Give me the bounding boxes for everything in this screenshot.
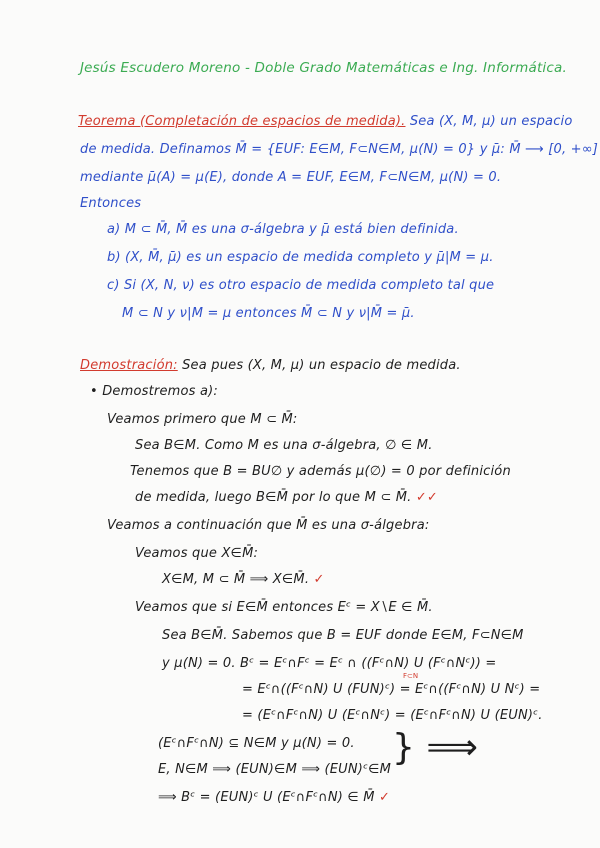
proof-intro: Sea pues (X, M, μ) un espacio de medida. [182,358,461,373]
proof-line-3: Tenemos que B = BU∅ y además μ(∅) = 0 por definición [130,464,511,479]
proof-line-7-text: X∈M, M ⊂ M̄ ⟹ X∈M̄. [162,572,310,587]
proof-line-4-text: de medida, luego B∈M̄ por lo que M ⊂ M̄. [135,490,412,505]
proof-line-2: Sea B∈M. Como M es una σ-álgebra, ∅ ∈ M. [135,438,433,453]
proof-line-12: = (Eᶜ∩Fᶜ∩N) U (Eᶜ∩Nᶜ) = (Eᶜ∩Fᶜ∩N) U (EUN)ᶜ. [242,708,543,723]
theorem-item-b: b) (X, M̄, μ̄) es un espacio de medida completo y μ̄|M = μ. [107,250,494,265]
proof-line-15 [158,790,390,805]
theorem-line-3: mediante μ̄(A) = μ(E), donde A = EUF, E∈M, F⊂N∈M, μ(N) = 0. [80,170,502,185]
proof-line-10: y μ(N) = 0. Bᶜ = Eᶜ∩Fᶜ = Eᶜ ∩ ((Fᶜ∩N) U (Fᶜ∩Nᶜ)) = [162,656,497,671]
proof-title: Demostración: [80,358,178,373]
theorem-text-1: Sea (X, M, μ) un espacio [409,114,573,129]
proof-line-1: Veamos primero que M ⊂ M̄: [107,412,298,427]
check-mark-icon: ✓ [379,790,391,805]
theorem-line-4: Entonces [80,196,142,211]
theorem-item-c-line-1: c) Si (X, N, ν) es otro espacio de medida completo tal que [107,278,495,293]
proof-line-6: Veamos que X∈M̄: [135,546,259,561]
proof-line-7 [162,572,325,587]
theorem-item-c-line-2: M ⊂ N y ν|M = μ entonces M̄ ⊂ N y ν|M̄ = μ̄. [122,306,415,321]
proof-line-8: Veamos que si E∈M̄ entonces Eᶜ = X∖E ∈ M̄. [135,600,433,615]
theorem-title: Teorema (Completación de espacios de medida). [78,114,406,129]
proof-line-4 [135,490,438,505]
proof-line-14: E, N∈M ⟹ (EUN)∈M ⟹ (EUN)ᶜ∈M [158,762,392,777]
document-header: Jesús Escudero Moreno - Doble Grado Matemáticas e Ing. Informática. [80,60,567,76]
proof-line-13: (Eᶜ∩Fᶜ∩N) ⊆ N∈M y μ(N) = 0. [158,736,355,751]
proof-line-9: Sea B∈M̄. Sabemos que B = EUF donde E∈M, F⊂N∈M [162,628,524,643]
theorem-line-1 [78,114,573,129]
proof-line-intro [80,358,461,373]
proof-note-f-subset-n: F⊂N [403,672,419,680]
proof-line-11: = Eᶜ∩((Fᶜ∩N) U (FUN)ᶜ) = Eᶜ∩((Fᶜ∩N) U Nᶜ) = [242,682,541,697]
right-brace-implication: } ⟹ [392,727,478,768]
proof-line-5: Veamos a continuación que M̄ es una σ-álgebra: [107,518,430,533]
double-check-mark: ✓✓ [415,490,439,505]
theorem-item-a: a) M ⊂ M̄, M̄ es una σ-álgebra y μ̄ está bien definida. [107,222,459,237]
proof-line-15-text: ⟹ Bᶜ = (EUN)ᶜ U (Eᶜ∩Fᶜ∩N) ∈ M̄ [158,790,375,805]
proof-bullet-a: • Demostremos a): [90,384,218,399]
check-mark-icon: ✓ [313,572,325,587]
theorem-line-2: de medida. Definamos M̄ = {EUF: E∈M, F⊂N∈M, μ(N) = 0} y μ̄: M̄ ⟶ [0, +∞] [80,142,599,157]
